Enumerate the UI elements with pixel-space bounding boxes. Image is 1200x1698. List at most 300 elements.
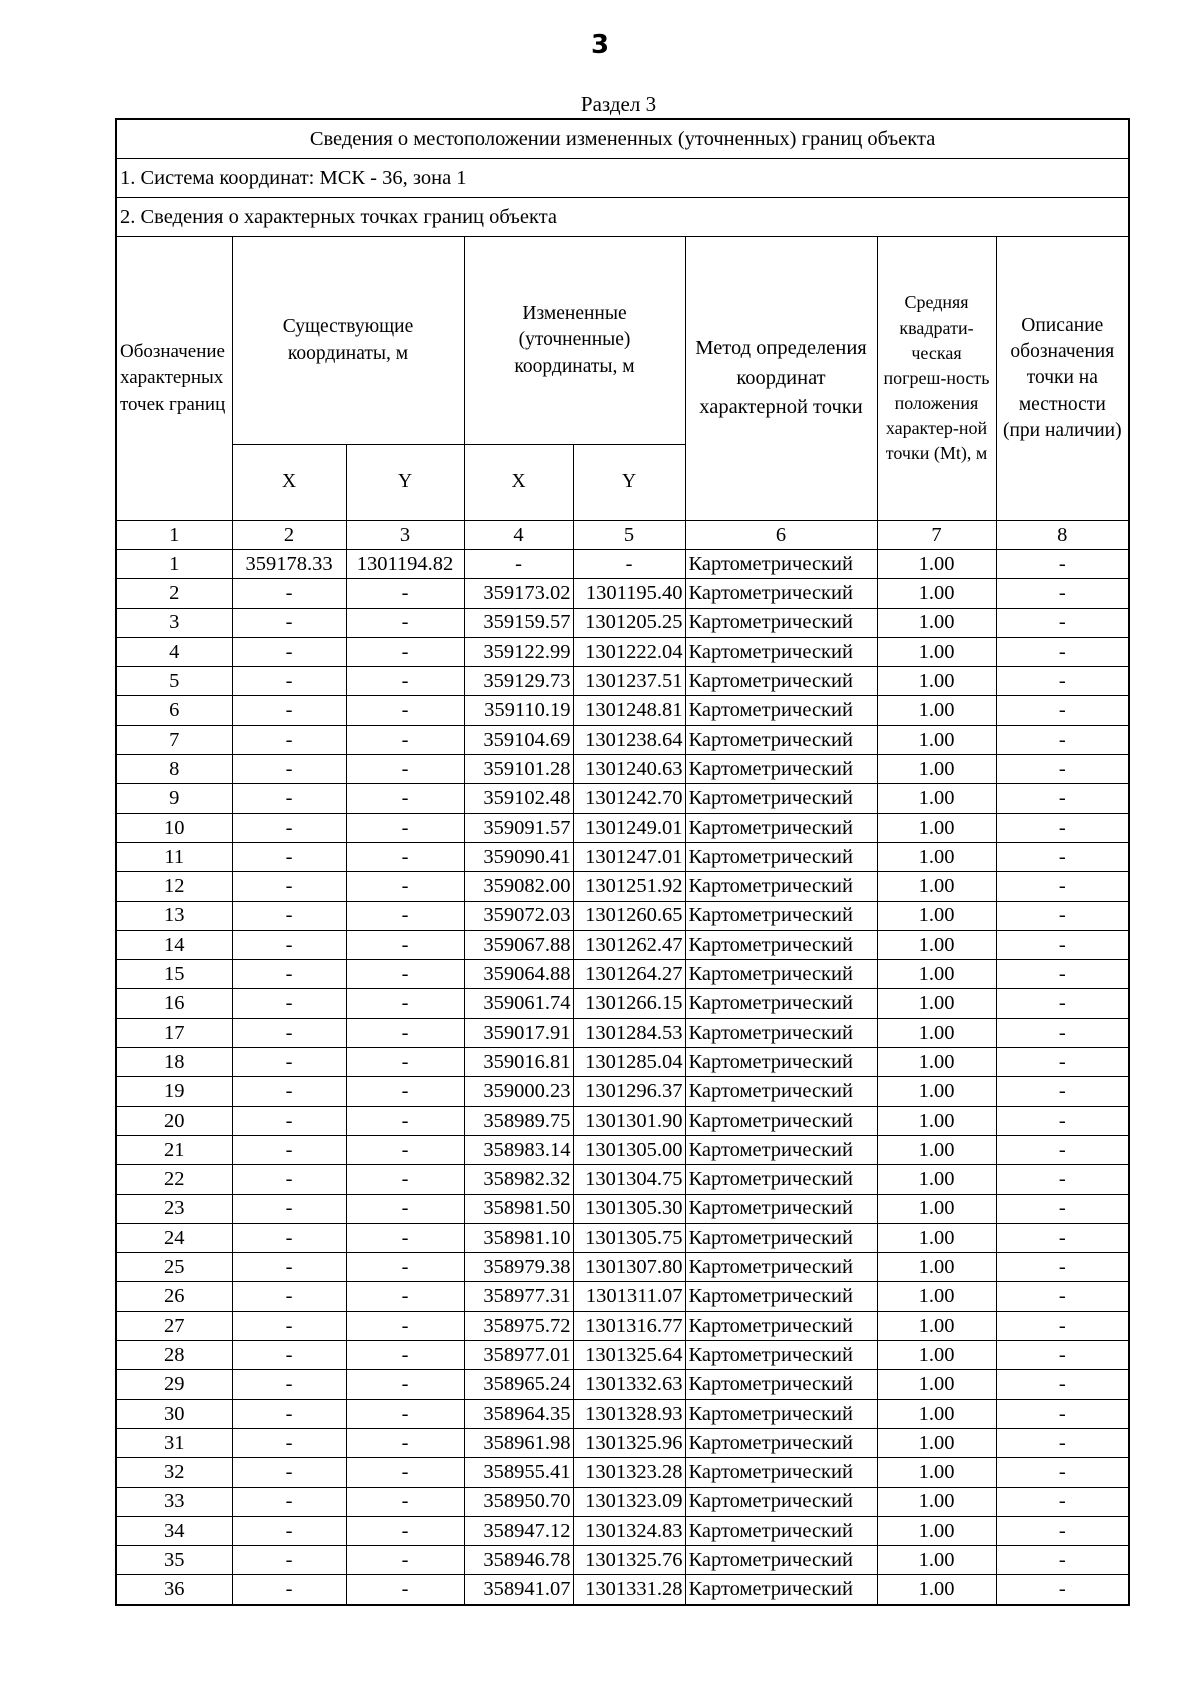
mean-square-error-cell: 1.00 bbox=[877, 725, 996, 754]
point-number-cell: 32 bbox=[116, 1458, 232, 1487]
method-cell: Картометрический bbox=[685, 1575, 877, 1605]
changed-x-cell: 359082.00 bbox=[464, 872, 573, 901]
existing-y-cell: - bbox=[346, 872, 464, 901]
description-cell: - bbox=[996, 1546, 1129, 1575]
table-row bbox=[116, 667, 1129, 696]
mean-square-error-cell: 1.00 bbox=[877, 842, 996, 871]
point-number-cell: 22 bbox=[116, 1165, 232, 1194]
point-number-cell: 13 bbox=[116, 901, 232, 930]
mean-square-error-cell: 1.00 bbox=[877, 637, 996, 666]
point-number-cell: 30 bbox=[116, 1399, 232, 1428]
method-cell: Картометрический bbox=[685, 1165, 877, 1194]
description-cell: - bbox=[996, 579, 1129, 608]
table-row bbox=[116, 1575, 1129, 1605]
existing-x-cell: - bbox=[232, 1194, 346, 1223]
changed-y-cell: 1301332.63 bbox=[573, 1370, 685, 1399]
method-cell: Картометрический bbox=[685, 755, 877, 784]
changed-y-cell: 1301284.53 bbox=[573, 1018, 685, 1047]
existing-x-cell: - bbox=[232, 1048, 346, 1077]
existing-y-cell: - bbox=[346, 579, 464, 608]
existing-x-cell: - bbox=[232, 1516, 346, 1545]
table-row bbox=[116, 1458, 1129, 1487]
changed-y-cell: 1301205.25 bbox=[573, 608, 685, 637]
header-method: Метод определения координат характерной точки bbox=[685, 237, 877, 521]
method-cell: Картометрический bbox=[685, 1311, 877, 1340]
description-cell: - bbox=[996, 696, 1129, 725]
description-cell: - bbox=[996, 1428, 1129, 1457]
existing-x-cell: - bbox=[232, 784, 346, 813]
description-cell: - bbox=[996, 872, 1129, 901]
mean-square-error-cell: 1.00 bbox=[877, 550, 996, 579]
changed-y-cell: 1301307.80 bbox=[573, 1253, 685, 1282]
mean-square-error-cell: 1.00 bbox=[877, 1194, 996, 1223]
changed-x-cell: - bbox=[464, 550, 573, 579]
mean-square-error-cell: 1.00 bbox=[877, 1487, 996, 1516]
description-cell: - bbox=[996, 930, 1129, 959]
point-number-cell: 27 bbox=[116, 1311, 232, 1340]
mean-square-error-cell: 1.00 bbox=[877, 960, 996, 989]
header-existing-coordinates: Существующие координаты, м bbox=[232, 237, 464, 445]
existing-x-cell: - bbox=[232, 1135, 346, 1164]
section-title: Раздел 3 bbox=[580, 92, 657, 116]
point-number-cell: 14 bbox=[116, 930, 232, 959]
column-number: 4 bbox=[464, 521, 573, 550]
changed-y-cell: 1301324.83 bbox=[573, 1516, 685, 1545]
existing-x-cell: - bbox=[232, 1370, 346, 1399]
mean-square-error-cell: 1.00 bbox=[877, 1399, 996, 1428]
description-cell: - bbox=[996, 960, 1129, 989]
changed-y-cell: 1301195.40 bbox=[573, 579, 685, 608]
table-row bbox=[116, 1370, 1129, 1399]
changed-x-cell: 359091.57 bbox=[464, 813, 573, 842]
existing-x-cell: - bbox=[232, 1399, 346, 1428]
point-number-cell: 33 bbox=[116, 1487, 232, 1516]
changed-x-cell: 359110.19 bbox=[464, 696, 573, 725]
existing-x-cell: - bbox=[232, 813, 346, 842]
existing-y-cell: - bbox=[346, 1135, 464, 1164]
changed-y-cell: 1301242.70 bbox=[573, 784, 685, 813]
existing-y-cell: - bbox=[346, 1018, 464, 1047]
table-row bbox=[116, 1165, 1129, 1194]
table-row bbox=[116, 550, 1129, 579]
method-cell: Картометрический bbox=[685, 667, 877, 696]
point-number-cell: 6 bbox=[116, 696, 232, 725]
column-numbers-row bbox=[116, 521, 1129, 550]
mean-square-error-cell: 1.00 bbox=[877, 1282, 996, 1311]
point-number-cell: 23 bbox=[116, 1194, 232, 1223]
changed-y-cell: 1301304.75 bbox=[573, 1165, 685, 1194]
mean-square-error-cell: 1.00 bbox=[877, 1575, 996, 1605]
point-number-cell: 29 bbox=[116, 1370, 232, 1399]
existing-x-cell: - bbox=[232, 960, 346, 989]
changed-x-cell: 358977.01 bbox=[464, 1341, 573, 1370]
method-cell: Картометрический bbox=[685, 1458, 877, 1487]
method-cell: Картометрический bbox=[685, 930, 877, 959]
changed-y-cell: 1301240.63 bbox=[573, 755, 685, 784]
point-number-cell: 12 bbox=[116, 872, 232, 901]
existing-x-cell: - bbox=[232, 1458, 346, 1487]
description-cell: - bbox=[996, 1399, 1129, 1428]
method-cell: Картометрический bbox=[685, 960, 877, 989]
method-cell: Картометрический bbox=[685, 1253, 877, 1282]
changed-y-cell: 1301311.07 bbox=[573, 1282, 685, 1311]
changed-x-cell: 358979.38 bbox=[464, 1253, 573, 1282]
changed-x-cell: 358950.70 bbox=[464, 1487, 573, 1516]
changed-x-cell: 358964.35 bbox=[464, 1399, 573, 1428]
method-cell: Картометрический bbox=[685, 989, 877, 1018]
mean-square-error-cell: 1.00 bbox=[877, 930, 996, 959]
method-cell: Картометрический bbox=[685, 1341, 877, 1370]
existing-x-cell: - bbox=[232, 579, 346, 608]
changed-x-cell: 358981.10 bbox=[464, 1223, 573, 1252]
header-designation: Обозначение характерных точек границ bbox=[116, 237, 232, 521]
changed-y-cell: - bbox=[573, 550, 685, 579]
point-number-cell: 4 bbox=[116, 637, 232, 666]
changed-x-cell: 359173.02 bbox=[464, 579, 573, 608]
point-number-cell: 15 bbox=[116, 960, 232, 989]
changed-y-cell: 1301325.76 bbox=[573, 1546, 685, 1575]
mean-square-error-cell: 1.00 bbox=[877, 1253, 996, 1282]
header-mean-square-error: Средняя квадрати-ческая погреш-ность положения характер-ной точки (Mt), м bbox=[877, 237, 996, 521]
changed-y-cell: 1301264.27 bbox=[573, 960, 685, 989]
table-row bbox=[116, 1253, 1129, 1282]
description-cell: - bbox=[996, 901, 1129, 930]
table-row bbox=[116, 842, 1129, 871]
method-cell: Картометрический bbox=[685, 1546, 877, 1575]
table-row bbox=[116, 784, 1129, 813]
changed-x-cell: 358955.41 bbox=[464, 1458, 573, 1487]
description-cell: - bbox=[996, 1516, 1129, 1545]
table-row bbox=[116, 725, 1129, 754]
changed-x-cell: 358941.07 bbox=[464, 1575, 573, 1605]
changed-y-cell: 1301260.65 bbox=[573, 901, 685, 930]
existing-y-cell: - bbox=[346, 960, 464, 989]
existing-y-cell: - bbox=[346, 1428, 464, 1457]
description-cell: - bbox=[996, 1077, 1129, 1106]
existing-x-cell: - bbox=[232, 872, 346, 901]
changed-x-cell: 358981.50 bbox=[464, 1194, 573, 1223]
changed-x-cell: 359159.57 bbox=[464, 608, 573, 637]
changed-x-cell: 358947.12 bbox=[464, 1516, 573, 1545]
point-number-cell: 16 bbox=[116, 989, 232, 1018]
existing-y-cell: - bbox=[346, 1399, 464, 1428]
changed-y-cell: 1301328.93 bbox=[573, 1399, 685, 1428]
existing-x-cell: - bbox=[232, 901, 346, 930]
changed-y-cell: 1301305.00 bbox=[573, 1135, 685, 1164]
mean-square-error-cell: 1.00 bbox=[877, 1370, 996, 1399]
mean-square-error-cell: 1.00 bbox=[877, 784, 996, 813]
point-number-cell: 11 bbox=[116, 842, 232, 871]
method-cell: Картометрический bbox=[685, 608, 877, 637]
point-number-cell: 28 bbox=[116, 1341, 232, 1370]
description-cell: - bbox=[996, 1106, 1129, 1135]
changed-y-cell: 1301316.77 bbox=[573, 1311, 685, 1340]
table-row bbox=[116, 1399, 1129, 1428]
method-cell: Картометрический bbox=[685, 813, 877, 842]
changed-y-cell: 1301325.64 bbox=[573, 1341, 685, 1370]
boundary-points-table bbox=[115, 118, 1130, 1606]
changed-y-cell: 1301222.04 bbox=[573, 637, 685, 666]
column-number: 2 bbox=[232, 521, 346, 550]
point-number-cell: 10 bbox=[116, 813, 232, 842]
description-cell: - bbox=[996, 1135, 1129, 1164]
changed-y-cell: 1301323.28 bbox=[573, 1458, 685, 1487]
existing-y-cell: - bbox=[346, 1048, 464, 1077]
method-cell: Картометрический bbox=[685, 637, 877, 666]
table-row bbox=[116, 1341, 1129, 1370]
existing-x-cell: - bbox=[232, 930, 346, 959]
existing-x-cell: - bbox=[232, 1253, 346, 1282]
description-cell: - bbox=[996, 842, 1129, 871]
changed-y-cell: 1301285.04 bbox=[573, 1048, 685, 1077]
existing-y-cell: - bbox=[346, 784, 464, 813]
changed-x-cell: 358946.78 bbox=[464, 1546, 573, 1575]
method-cell: Картометрический bbox=[685, 1194, 877, 1223]
method-cell: Картометрический bbox=[685, 784, 877, 813]
column-number: 5 bbox=[573, 521, 685, 550]
header-description: Описание обозначения точки на местности (при наличии) bbox=[996, 237, 1129, 521]
mean-square-error-cell: 1.00 bbox=[877, 1223, 996, 1252]
changed-x-cell: 358975.72 bbox=[464, 1311, 573, 1340]
mean-square-error-cell: 1.00 bbox=[877, 1458, 996, 1487]
existing-y-cell: - bbox=[346, 901, 464, 930]
column-number: 8 bbox=[996, 521, 1129, 550]
changed-x-cell: 359067.88 bbox=[464, 930, 573, 959]
point-number-cell: 25 bbox=[116, 1253, 232, 1282]
method-cell: Картометрический bbox=[685, 1282, 877, 1311]
existing-x-cell: - bbox=[232, 696, 346, 725]
changed-x-cell: 359122.99 bbox=[464, 637, 573, 666]
existing-x-cell: - bbox=[232, 1282, 346, 1311]
header-changed-coordinates: Измененные (уточненные) координаты, м bbox=[464, 237, 685, 445]
changed-y-cell: 1301305.30 bbox=[573, 1194, 685, 1223]
description-cell: - bbox=[996, 1223, 1129, 1252]
existing-x-cell: - bbox=[232, 608, 346, 637]
table-row bbox=[116, 1223, 1129, 1252]
point-number-cell: 35 bbox=[116, 1546, 232, 1575]
description-cell: - bbox=[996, 813, 1129, 842]
existing-x-cell: - bbox=[232, 1487, 346, 1516]
table-row bbox=[116, 696, 1129, 725]
point-number-cell: 17 bbox=[116, 1018, 232, 1047]
description-cell: - bbox=[996, 1194, 1129, 1223]
table-body bbox=[116, 550, 1129, 1605]
changed-y-cell: 1301331.28 bbox=[573, 1575, 685, 1605]
method-cell: Картометрический bbox=[685, 1135, 877, 1164]
description-cell: - bbox=[996, 1487, 1129, 1516]
method-cell: Картометрический bbox=[685, 1106, 877, 1135]
changed-x-cell: 358983.14 bbox=[464, 1135, 573, 1164]
point-number-cell: 21 bbox=[116, 1135, 232, 1164]
changed-x-cell: 359017.91 bbox=[464, 1018, 573, 1047]
description-cell: - bbox=[996, 1370, 1129, 1399]
changed-x-cell: 359102.48 bbox=[464, 784, 573, 813]
changed-y-cell: 1301262.47 bbox=[573, 930, 685, 959]
existing-x-cell: - bbox=[232, 637, 346, 666]
header-existing-y: Y bbox=[346, 445, 464, 521]
mean-square-error-cell: 1.00 bbox=[877, 872, 996, 901]
existing-x-cell: - bbox=[232, 1223, 346, 1252]
mean-square-error-cell: 1.00 bbox=[877, 901, 996, 930]
existing-x-cell: - bbox=[232, 725, 346, 754]
point-number-cell: 19 bbox=[116, 1077, 232, 1106]
method-cell: Картометрический bbox=[685, 1487, 877, 1516]
point-number-cell: 7 bbox=[116, 725, 232, 754]
mean-square-error-cell: 1.00 bbox=[877, 1546, 996, 1575]
description-cell: - bbox=[996, 755, 1129, 784]
existing-y-cell: - bbox=[346, 608, 464, 637]
existing-y-cell: - bbox=[346, 1253, 464, 1282]
mean-square-error-cell: 1.00 bbox=[877, 1106, 996, 1135]
description-cell: - bbox=[996, 989, 1129, 1018]
mean-square-error-cell: 1.00 bbox=[877, 1516, 996, 1545]
method-cell: Картометрический bbox=[685, 1428, 877, 1457]
changed-y-cell: 1301305.75 bbox=[573, 1223, 685, 1252]
table-row bbox=[116, 813, 1129, 842]
existing-y-cell: - bbox=[346, 1341, 464, 1370]
mean-square-error-cell: 1.00 bbox=[877, 1428, 996, 1457]
point-number-cell: 24 bbox=[116, 1223, 232, 1252]
mean-square-error-cell: 1.00 bbox=[877, 696, 996, 725]
method-cell: Картометрический bbox=[685, 1516, 877, 1545]
existing-x-cell: - bbox=[232, 1575, 346, 1605]
existing-x-cell: - bbox=[232, 1311, 346, 1340]
table-row bbox=[116, 1077, 1129, 1106]
mean-square-error-cell: 1.00 bbox=[877, 1165, 996, 1194]
existing-y-cell: - bbox=[346, 1516, 464, 1545]
point-number-cell: 2 bbox=[116, 579, 232, 608]
method-cell: Картометрический bbox=[685, 842, 877, 871]
existing-y-cell: - bbox=[346, 696, 464, 725]
description-cell: - bbox=[996, 1341, 1129, 1370]
description-cell: - bbox=[996, 725, 1129, 754]
changed-x-cell: 359064.88 bbox=[464, 960, 573, 989]
coordinate-system: 1. Система координат: МСК - 36, зона 1 bbox=[116, 159, 1129, 198]
existing-y-cell: - bbox=[346, 1077, 464, 1106]
existing-y-cell: - bbox=[346, 842, 464, 871]
existing-y-cell: - bbox=[346, 1165, 464, 1194]
table-row bbox=[116, 872, 1129, 901]
existing-x-cell: - bbox=[232, 1341, 346, 1370]
point-number-cell: 3 bbox=[116, 608, 232, 637]
existing-x-cell: - bbox=[232, 1077, 346, 1106]
changed-x-cell: 359000.23 bbox=[464, 1077, 573, 1106]
existing-y-cell: - bbox=[346, 989, 464, 1018]
mean-square-error-cell: 1.00 bbox=[877, 579, 996, 608]
existing-x-cell: - bbox=[232, 989, 346, 1018]
description-cell: - bbox=[996, 1458, 1129, 1487]
mean-square-error-cell: 1.00 bbox=[877, 1018, 996, 1047]
existing-y-cell: - bbox=[346, 1282, 464, 1311]
changed-y-cell: 1301237.51 bbox=[573, 667, 685, 696]
method-cell: Картометрический bbox=[685, 696, 877, 725]
method-cell: Картометрический bbox=[685, 901, 877, 930]
existing-y-cell: - bbox=[346, 1194, 464, 1223]
table-title: Сведения о местоположении измененных (уточненных) границ объекта bbox=[116, 119, 1129, 159]
existing-y-cell: - bbox=[346, 1311, 464, 1340]
table-row bbox=[116, 1018, 1129, 1047]
description-cell: - bbox=[996, 608, 1129, 637]
table-row bbox=[116, 1311, 1129, 1340]
changed-y-cell: 1301301.90 bbox=[573, 1106, 685, 1135]
method-cell: Картометрический bbox=[685, 1018, 877, 1047]
existing-y-cell: - bbox=[346, 637, 464, 666]
description-cell: - bbox=[996, 667, 1129, 696]
point-number-cell: 18 bbox=[116, 1048, 232, 1077]
point-number-cell: 9 bbox=[116, 784, 232, 813]
changed-x-cell: 359016.81 bbox=[464, 1048, 573, 1077]
table-row bbox=[116, 1487, 1129, 1516]
existing-y-cell: - bbox=[346, 930, 464, 959]
changed-y-cell: 1301296.37 bbox=[573, 1077, 685, 1106]
table-row bbox=[116, 1106, 1129, 1135]
description-cell: - bbox=[996, 1253, 1129, 1282]
changed-x-cell: 359129.73 bbox=[464, 667, 573, 696]
existing-y-cell: - bbox=[346, 725, 464, 754]
changed-y-cell: 1301238.64 bbox=[573, 725, 685, 754]
table-row bbox=[116, 989, 1129, 1018]
changed-x-cell: 359104.69 bbox=[464, 725, 573, 754]
table-row bbox=[116, 1194, 1129, 1223]
existing-x-cell: - bbox=[232, 667, 346, 696]
changed-y-cell: 1301251.92 bbox=[573, 872, 685, 901]
table-row bbox=[116, 1135, 1129, 1164]
changed-y-cell: 1301325.96 bbox=[573, 1428, 685, 1457]
existing-y-cell: - bbox=[346, 1370, 464, 1399]
method-cell: Картометрический bbox=[685, 1370, 877, 1399]
column-number: 7 bbox=[877, 521, 996, 550]
changed-x-cell: 358965.24 bbox=[464, 1370, 573, 1399]
description-cell: - bbox=[996, 784, 1129, 813]
table-row bbox=[116, 755, 1129, 784]
changed-x-cell: 359101.28 bbox=[464, 755, 573, 784]
table-row bbox=[116, 930, 1129, 959]
table-row bbox=[116, 579, 1129, 608]
method-cell: Картометрический bbox=[685, 725, 877, 754]
description-cell: - bbox=[996, 1311, 1129, 1340]
header-changed-x: X bbox=[464, 445, 573, 521]
existing-x-cell: - bbox=[232, 1018, 346, 1047]
points-section-header: 2. Сведения о характерных точках границ объекта bbox=[116, 198, 1129, 237]
existing-x-cell: 359178.33 bbox=[232, 550, 346, 579]
mean-square-error-cell: 1.00 bbox=[877, 1048, 996, 1077]
changed-x-cell: 358982.32 bbox=[464, 1165, 573, 1194]
column-number: 6 bbox=[685, 521, 877, 550]
table-row bbox=[116, 1516, 1129, 1545]
method-cell: Картометрический bbox=[685, 1048, 877, 1077]
table-row bbox=[116, 1546, 1129, 1575]
method-cell: Картометрический bbox=[685, 1223, 877, 1252]
mean-square-error-cell: 1.00 bbox=[877, 667, 996, 696]
existing-x-cell: - bbox=[232, 1165, 346, 1194]
description-cell: - bbox=[996, 1575, 1129, 1605]
mean-square-error-cell: 1.00 bbox=[877, 1311, 996, 1340]
mean-square-error-cell: 1.00 bbox=[877, 608, 996, 637]
mean-square-error-cell: 1.00 bbox=[877, 813, 996, 842]
changed-y-cell: 1301247.01 bbox=[573, 842, 685, 871]
table-row bbox=[116, 1428, 1129, 1457]
table-row bbox=[116, 608, 1129, 637]
existing-y-cell: - bbox=[346, 813, 464, 842]
column-number: 3 bbox=[346, 521, 464, 550]
point-number-cell: 34 bbox=[116, 1516, 232, 1545]
mean-square-error-cell: 1.00 bbox=[877, 989, 996, 1018]
changed-x-cell: 359072.03 bbox=[464, 901, 573, 930]
existing-x-cell: - bbox=[232, 1546, 346, 1575]
point-number-cell: 36 bbox=[116, 1575, 232, 1605]
point-number-cell: 5 bbox=[116, 667, 232, 696]
description-cell: - bbox=[996, 550, 1129, 579]
